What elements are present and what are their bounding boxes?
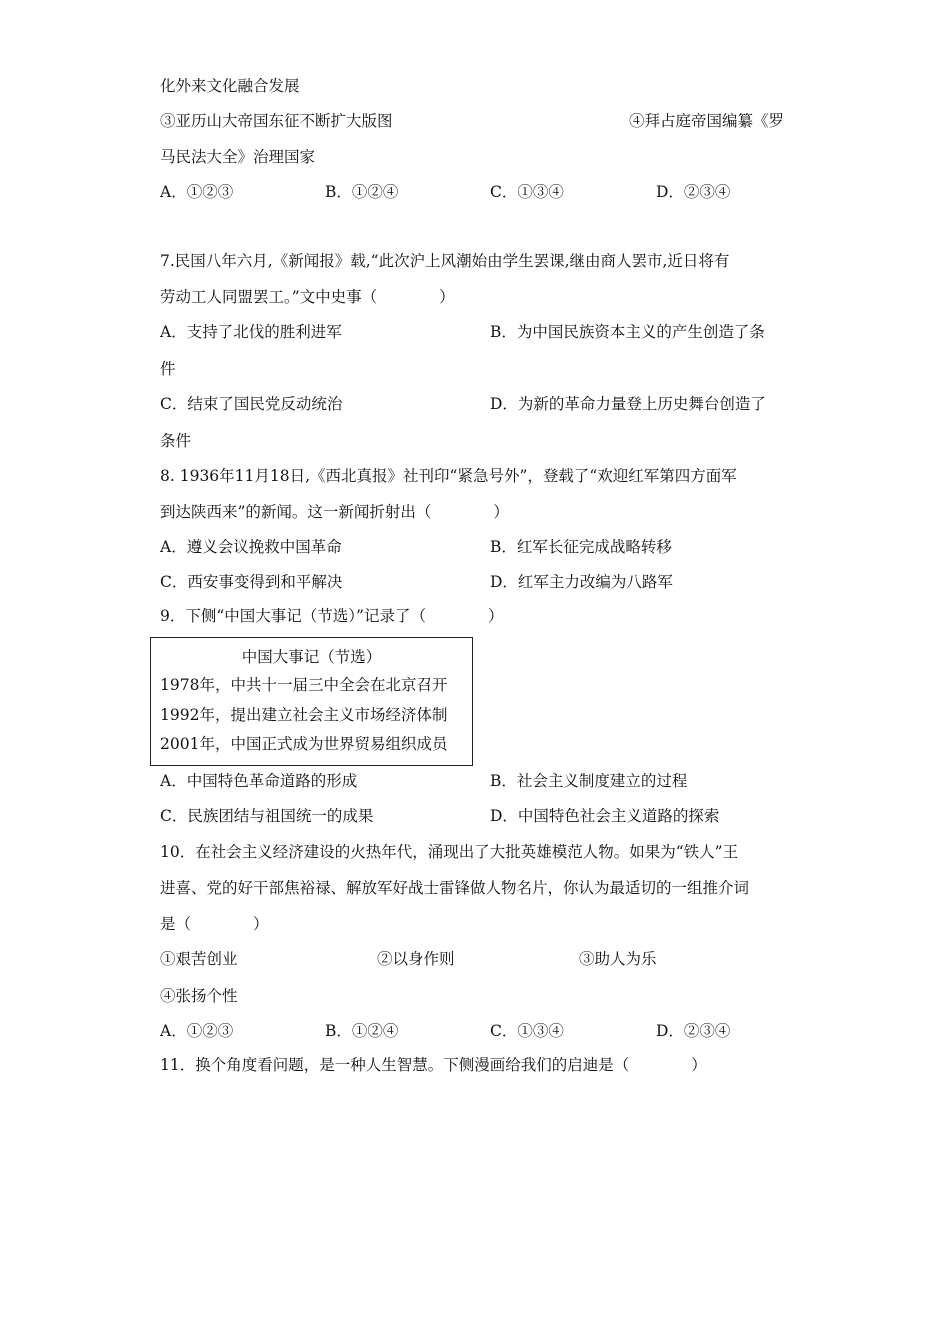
q8-option-d: D．红军主力改编为八路军 — [490, 573, 673, 591]
q10-stem-line1: 10．在社会主义经济建设的火热年代，涌现出了大批英雄模范人物。如果为“铁人”王 — [160, 843, 739, 861]
q10-item-4: ④张扬个性 — [160, 987, 238, 1005]
q10-item-1: ①艰苦创业 — [160, 950, 238, 968]
chronicle-entry-1978: 1978年，中共十一届三中全会在北京召开 — [160, 676, 448, 694]
q7-option-d-cont: 条件 — [160, 432, 192, 450]
q10-stem-line2: 进喜、党的好干部焦裕禄、解放军好战士雷锋做人物名片，你认为最适切的一组推介词 — [160, 879, 750, 897]
q7-stem-line1: 7.民国八年六月,《新闻报》载,“此次沪上风潮始由学生罢课,继由商人罢市,近日将有 — [160, 252, 730, 270]
q8-option-c: C．西安事变得到和平解决 — [160, 573, 343, 591]
q6-item-3: ③亚历山大帝国东征不断扩大版图 — [160, 112, 393, 130]
q6-stem-tail: 化外来文化融合发展 — [160, 77, 300, 95]
q8-stem-line1: 8. 1936年11月18日,《西北真报》社刊印“紧急号外”，登载了“欢迎红军第四方面军 — [160, 467, 737, 485]
q7-option-a: A．支持了北伐的胜利进军 — [160, 323, 342, 341]
q10-item-3: ③助人为乐 — [579, 950, 657, 968]
q10-option-b: B．①②④ — [325, 1022, 399, 1040]
q6-option-d: D．②③④ — [656, 183, 731, 201]
q7-option-d: D．为新的革命力量登上历史舞台创造了 — [490, 395, 766, 413]
q7-stem-line2: 劳动工人同盟罢工。”文中史事（ ） — [160, 288, 455, 306]
chronicle-entry-1992: 1992年，提出建立社会主义市场经济体制 — [160, 706, 448, 724]
q7-option-c: C．结束了国民党反动统治 — [160, 395, 343, 413]
q10-stem-line3: 是（ ） — [160, 915, 269, 933]
q10-option-c: C．①③④ — [490, 1022, 564, 1040]
q11-stem: 11．换个角度看问题，是一种人生智慧。下侧漫画给我们的启迪是（ ） — [160, 1056, 707, 1074]
q8-stem-line2: 到达陕西来”的新闻。这一新闻折射出（ ） — [160, 503, 509, 521]
q6-option-a: A．①②③ — [160, 183, 234, 201]
q9-option-d: D．中国特色社会主义道路的探索 — [490, 807, 720, 825]
q10-item-2: ②以身作则 — [377, 950, 455, 968]
q10-option-a: A．①②③ — [160, 1022, 234, 1040]
q10-option-d: D．②③④ — [656, 1022, 731, 1040]
q6-option-c: C．①③④ — [490, 183, 564, 201]
q9-option-c: C．民族团结与祖国统一的成果 — [160, 807, 374, 825]
q9-option-b: B．社会主义制度建立的过程 — [490, 772, 688, 790]
q6-item-4: ④拜占庭帝国编纂《罗 — [629, 112, 785, 130]
chronicle-entry-2001: 2001年，中国正式成为世界贸易组织成员 — [160, 735, 448, 753]
chronicle-title: 中国大事记（节选） — [241, 648, 382, 666]
q9-stem: 9．下侧“中国大事记（节选）”记录了（ ） — [160, 607, 504, 625]
q7-option-b-cont: 件 — [160, 360, 176, 378]
q9-option-a: A．中国特色革命道路的形成 — [160, 772, 358, 790]
q7-option-b: B．为中国民族资本主义的产生创造了条 — [490, 323, 765, 341]
q8-option-b: B．红军长征完成战略转移 — [490, 538, 672, 556]
q6-option-b: B．①②④ — [325, 183, 399, 201]
q6-item-4-cont: 马民法大全》治理国家 — [160, 148, 316, 166]
chronicle-box — [150, 637, 473, 766]
q8-option-a: A．遵义会议挽救中国革命 — [160, 538, 342, 556]
